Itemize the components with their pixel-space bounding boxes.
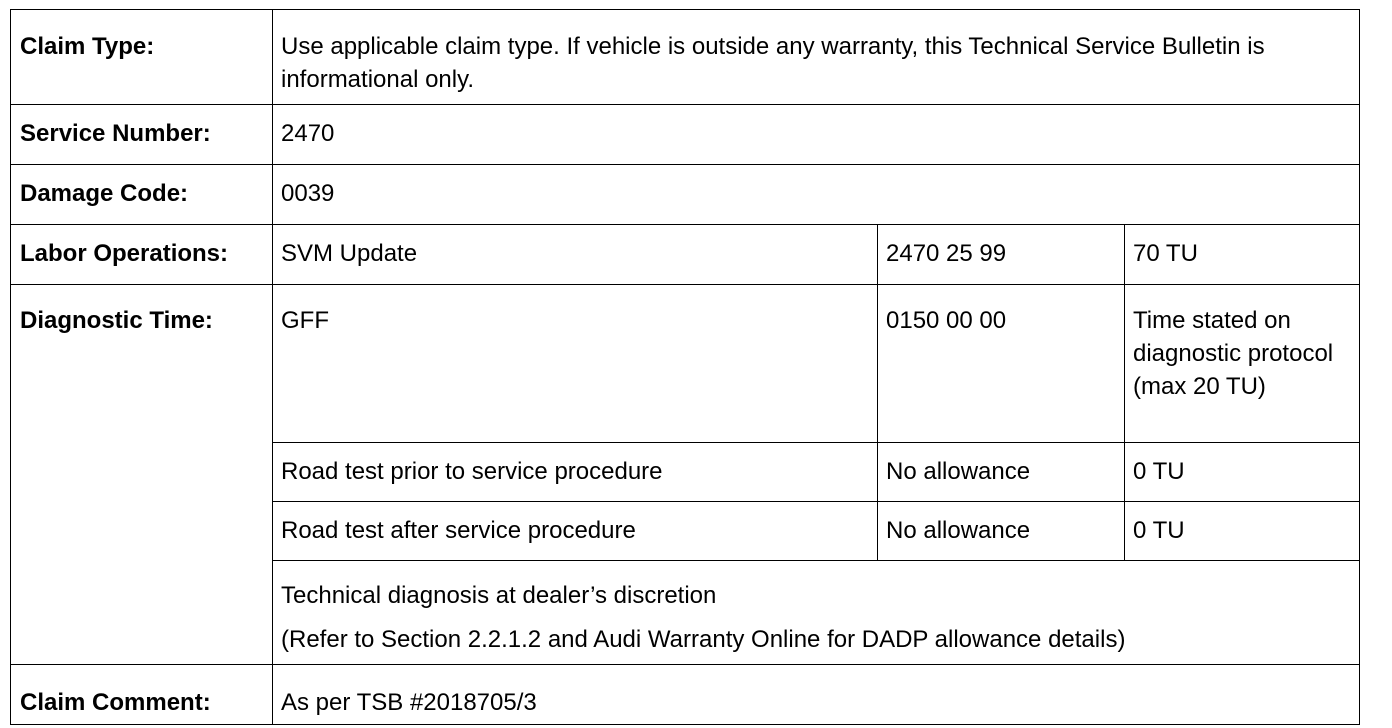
claim-comment-label: Claim Comment:	[11, 665, 273, 725]
road-test-after-time: 0 TU	[1125, 502, 1360, 561]
road-test-prior-code: No allowance	[878, 443, 1125, 502]
service-number-row	[11, 105, 1360, 165]
road-test-prior-description: Road test prior to service procedure	[273, 443, 878, 502]
technical-diagnosis-reference: (Refer to Section 2.2.1.2 and Audi Warranty Online for DADP allowance details)	[281, 626, 1126, 653]
diagnostic-time-row	[11, 285, 1360, 443]
damage-code-value: 0039	[273, 165, 1360, 225]
technical-diagnosis-cell	[273, 561, 1360, 665]
labor-operation-description: SVM Update	[273, 225, 878, 285]
service-number-value: 2470	[273, 105, 1360, 165]
damage-code-row	[11, 165, 1360, 225]
claim-comment-row	[11, 665, 1360, 725]
labor-operation-code: 2470 25 99	[878, 225, 1125, 285]
labor-operations-row	[11, 225, 1360, 285]
road-test-prior-time: 0 TU	[1125, 443, 1360, 502]
labor-operations-label: Labor Operations:	[11, 225, 273, 285]
damage-code-label: Damage Code:	[11, 165, 273, 225]
diagnostic-time-value: Time stated on diagnostic protocol (max 20 TU)	[1125, 285, 1360, 443]
warranty-claim-table	[10, 9, 1360, 725]
claim-type-value: Use applicable claim type. If vehicle is outside any warranty, this Technical Service Bulletin is informational only.	[273, 10, 1360, 105]
diagnostic-time-label: Diagnostic Time:	[11, 285, 273, 665]
road-test-after-description: Road test after service procedure	[273, 502, 878, 561]
diagnostic-code: 0150 00 00	[878, 285, 1125, 443]
labor-operation-time: 70 TU	[1125, 225, 1360, 285]
claim-type-row	[11, 10, 1360, 105]
claim-comment-value: As per TSB #2018705/3	[273, 665, 1360, 725]
technical-diagnosis-text: Technical diagnosis at dealer’s discretion	[281, 582, 717, 609]
diagnostic-description: GFF	[273, 285, 878, 443]
service-number-label: Service Number:	[11, 105, 273, 165]
claim-type-label: Claim Type:	[11, 10, 273, 105]
road-test-after-code: No allowance	[878, 502, 1125, 561]
